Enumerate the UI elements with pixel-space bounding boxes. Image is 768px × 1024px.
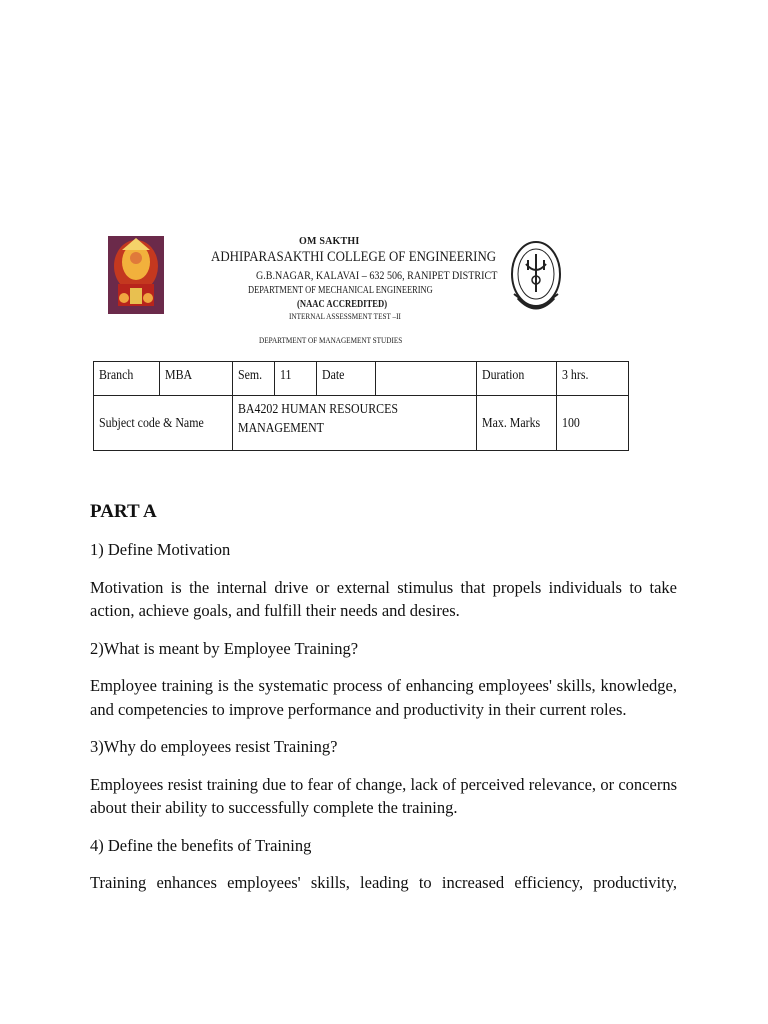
duration-label: Duration: [477, 362, 557, 396]
branch-value: MBA: [160, 362, 233, 396]
college-name: ADHIPARASAKTHI COLLEGE OF ENGINEERING: [211, 249, 497, 265]
answer-text: Employees resist training due to fear of change, lack of perceived relevance, or concerns about their ability to successfully complete the training.: [90, 774, 677, 817]
department-name: DEPARTMENT OF MECHANICAL ENGINEERING: [248, 285, 433, 296]
question-text: 4) Define the benefits of Training: [90, 835, 312, 855]
letterhead: [94, 232, 628, 350]
table-row: [94, 362, 629, 396]
duration-value: 3 hrs.: [557, 362, 629, 396]
answer-text: Employee training is the systematic process of enhancing employees' skills, knowledge, and competencies to improve performance and productivity in their current roles.: [90, 676, 677, 719]
part-heading: PART A: [90, 501, 157, 522]
document-body: [90, 500, 677, 909]
question-text: 3)Why do employees resist Training?: [90, 737, 338, 756]
question-text: 1) Define Motivation: [90, 540, 231, 559]
question-text: 2)What is meant by Employee Training?: [90, 638, 359, 658]
answer-text: Motivation is the internal drive or external stimulus that propels individuals to take action, achieve goals, and fulfill their needs and desires.: [90, 577, 677, 620]
college-address: G.B.NAGAR, KALAVAI – 632 506, RANIPET DISTRICT: [256, 268, 498, 282]
om-sakthi-heading: OM SAKTHI: [299, 236, 360, 247]
deity-image: [108, 236, 164, 314]
subject-label: Subject code & Name: [94, 396, 233, 451]
exam-info-table: [93, 361, 629, 451]
sem-label: Sem.: [233, 362, 275, 396]
management-department: DEPARTMENT OF MANAGEMENT STUDIES: [259, 336, 403, 345]
max-marks-label: Max. Marks: [477, 396, 557, 451]
max-marks-value: 100: [557, 396, 629, 451]
date-value: [376, 362, 477, 396]
answer-text: Training enhances employees' skills, leading to increased efficiency, productivity,: [90, 873, 677, 892]
table-row: [94, 396, 629, 451]
accreditation-text: (NAAC ACCREDITED): [297, 299, 388, 310]
test-title: INTERNAL ASSESSMENT TEST –II: [289, 312, 401, 321]
sem-value: 11: [275, 362, 317, 396]
college-seal-logo: [508, 236, 564, 322]
subject-value: BA4202 HUMAN RESOURCES MANAGEMENT: [233, 396, 477, 451]
date-label: Date: [317, 362, 376, 396]
branch-label: Branch: [94, 362, 160, 396]
